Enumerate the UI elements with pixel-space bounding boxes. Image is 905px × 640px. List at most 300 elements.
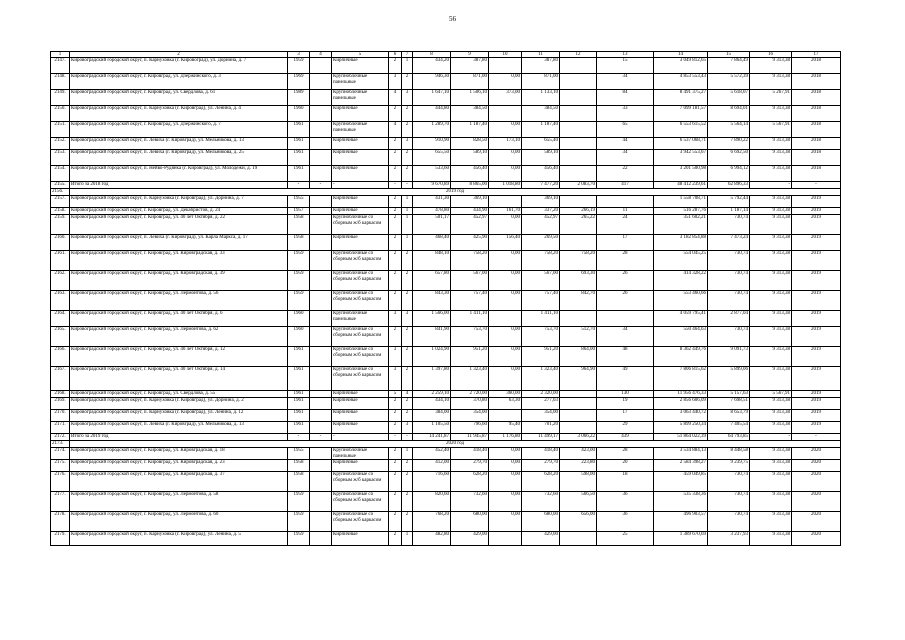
table-cell: 758,20 — [522, 251, 560, 271]
table-cell: 44 — [597, 138, 654, 150]
table-cell — [560, 166, 597, 182]
table-cell — [310, 106, 332, 122]
table-cell: 2019 — [792, 422, 841, 434]
table-cell: Кирпичные — [332, 196, 389, 208]
table-cell: 2 — [389, 196, 402, 208]
table-cell: 3 — [389, 74, 402, 90]
table-cell: 516 287,76 — [654, 208, 708, 215]
table-cell: 11 499,17 — [522, 434, 560, 441]
col-header: 15 — [708, 52, 750, 58]
table-cell: 9 091,73 — [708, 347, 750, 367]
table-cell: 1959 — [288, 291, 310, 311]
table-cell: 2174. — [51, 448, 70, 460]
table-cell — [310, 271, 332, 291]
table-cell: Крупноблочные со сборным ж/б каркасом — [332, 271, 389, 291]
table-cell — [310, 422, 332, 434]
table-cell: 1961 — [288, 138, 310, 150]
table-cell: 9 313,38 — [750, 398, 792, 410]
table-cell: 3 — [402, 311, 413, 327]
table-cell: Кировоградский городской округ, г. Кировград, ул. 40 лет Октября, д. 22 — [70, 215, 288, 235]
table-cell: 2163. — [51, 291, 70, 311]
table-cell: 9 313,38 — [750, 532, 792, 546]
total-row — [51, 434, 841, 441]
table-cell: 370,80 — [451, 398, 489, 410]
table-cell: 8 362 449,76 — [654, 347, 708, 367]
table-cell: 1957 — [288, 208, 310, 215]
table-row — [51, 251, 841, 271]
table-cell: Кировоградский городской округ, г. Кировград, ул. Кировградская, д. 33 — [70, 251, 288, 271]
table-cell: 864,00 — [560, 347, 597, 367]
table-cell: 36 — [597, 492, 654, 512]
table-cell: 51 864 022,39 — [654, 434, 708, 441]
table-cell: 384,50 — [522, 106, 560, 122]
table-cell: 2 320,00 — [522, 391, 560, 398]
table-cell: 62 896,33 — [708, 182, 750, 189]
table-cell — [560, 196, 597, 208]
table-cell: 554 045,25 — [654, 251, 708, 271]
table-cell: 533,60 — [413, 166, 451, 182]
table-cell: 414 328,22 — [654, 271, 708, 291]
table-cell: 2019 — [792, 311, 841, 327]
table-cell: 2 856 606,09 — [654, 398, 708, 410]
table-cell: 730,74 — [708, 327, 750, 347]
table-cell: 0,00 — [489, 347, 522, 367]
table-cell: 173,10 — [489, 138, 522, 150]
table-cell: 9 313,38 — [750, 106, 792, 122]
table-cell: 2149. — [51, 90, 70, 106]
table-cell: Кировоградский городской округ, п. Левиха (г. Кировград), ул. Мельникова, д. 25 — [70, 150, 288, 166]
year-label: 2019 год — [70, 189, 841, 196]
col-header: 1 — [51, 52, 70, 58]
table-cell: 459 049,85 — [654, 472, 708, 492]
table-cell: Кирпичные — [332, 391, 389, 398]
table-cell — [560, 58, 597, 74]
table-cell: 1959 — [288, 532, 310, 546]
table-cell: 1 133,10 — [522, 90, 560, 106]
table-cell: 0,00 — [489, 492, 522, 512]
table-cell: 732,60 — [522, 492, 560, 512]
table-cell — [560, 422, 597, 434]
table-cell: 730,74 — [708, 472, 750, 492]
table-cell: 2 — [402, 251, 413, 271]
table-cell: 64 793,85 — [708, 434, 750, 441]
table-cell — [310, 58, 332, 74]
table-cell: 753,70 — [522, 327, 560, 347]
table-cell: 17 — [597, 410, 654, 422]
table-cell: 354,00 — [522, 410, 560, 422]
table-cell: 3 — [389, 311, 402, 327]
table-cell: 628,20 — [451, 472, 489, 492]
table-cell: 2152. — [51, 138, 70, 150]
table-cell: 6 537 068,71 — [654, 138, 708, 150]
table-cell: 0,00 — [489, 166, 522, 182]
table-cell — [310, 215, 332, 235]
table-cell: 19 — [597, 398, 654, 410]
table-row — [51, 291, 841, 311]
col-header: 3 — [288, 52, 310, 58]
table-cell: 951,20 — [522, 347, 560, 367]
table-cell: 434,20 — [413, 58, 451, 74]
table-cell: Кировоградский городской округ, г. Кировград, ул. 40 лет Октября, д. 12 — [70, 347, 288, 367]
table-cell: - — [288, 182, 310, 189]
table-cell: 1960 — [288, 311, 310, 327]
col-header: 7 — [402, 52, 413, 58]
table-cell: 6 994,12 — [708, 166, 750, 182]
table-cell: 369,10 — [522, 196, 560, 208]
table-row — [51, 58, 841, 74]
table-cell: 431,30 — [413, 196, 451, 208]
table-cell: 1958 — [288, 235, 310, 251]
table-cell: 1 — [402, 215, 413, 235]
year-label: 2020 год — [70, 441, 841, 448]
table-cell: 7 099 181,57 — [654, 106, 708, 122]
table-cell — [560, 150, 597, 166]
table-cell: 2 — [389, 150, 402, 166]
table-cell: 1 187,40 — [451, 122, 489, 138]
table-cell: Крупноблочные панельные — [332, 448, 389, 460]
table-cell: 951,20 — [451, 347, 489, 367]
table-cell: 2 — [402, 492, 413, 512]
table-cell: 1 187,40 — [522, 122, 560, 138]
table-cell: 2 — [402, 460, 413, 472]
table-cell: 1961 — [288, 122, 310, 138]
table-cell: 656,00 — [560, 512, 597, 532]
table-row — [51, 215, 841, 235]
table-cell: 265,22 — [560, 215, 597, 235]
table-cell: 2 — [402, 367, 413, 391]
table-cell: 2 — [402, 347, 413, 367]
table-cell: 1958 — [288, 472, 310, 492]
table-cell: 279,70 — [522, 460, 560, 472]
table-cell: 2166. — [51, 347, 70, 367]
table-cell: 550 464,63 — [654, 327, 708, 347]
table-cell: 9 313,38 — [750, 138, 792, 150]
table-cell: 1 323,40 — [451, 367, 489, 391]
table-cell: 9 313,38 — [750, 271, 792, 291]
table-cell: 5 899,06 — [708, 367, 750, 391]
table-cell: 5 618,07 — [708, 90, 750, 106]
table-cell: 2019 — [792, 347, 841, 367]
table-cell: 22 — [597, 166, 654, 182]
table-cell: 0,00 — [489, 271, 522, 291]
col-header: 16 — [750, 52, 792, 58]
table-cell: 5 267,91 — [750, 90, 792, 106]
table-cell: 2176. — [51, 472, 70, 492]
table-cell: - — [750, 434, 792, 441]
table-row — [51, 271, 841, 291]
table-cell: Кировоградский городской округ, г. Кировград, ул. Кировградская, д. 37 — [70, 472, 288, 492]
table-cell — [310, 150, 332, 166]
table-cell: 26 — [597, 291, 654, 311]
table-cell: 360,00 — [489, 391, 522, 398]
col-header: 4 — [310, 52, 332, 58]
table-cell — [310, 347, 332, 367]
table-cell: 730,74 — [708, 271, 750, 291]
table-cell: 0,00 — [489, 472, 522, 492]
table-cell — [560, 532, 597, 546]
table-cell: 2018 — [792, 138, 841, 150]
table-cell — [310, 251, 332, 271]
table-cell: 820,60 — [413, 492, 451, 512]
table-cell: 1 — [402, 532, 413, 546]
table-cell: 452,97 — [451, 215, 489, 235]
table-cell: 9 313,38 — [750, 166, 792, 182]
table-cell: 2 — [389, 327, 402, 347]
table-cell: 223,80 — [560, 460, 597, 472]
table-cell — [597, 311, 654, 327]
table-cell: Кирпичные — [332, 208, 389, 215]
table-cell: Кирпичные — [332, 150, 389, 166]
table-cell: 478,80 — [413, 208, 451, 215]
table-cell: 1959 — [288, 58, 310, 74]
col-header: 2 — [70, 52, 288, 58]
table-row — [51, 235, 841, 251]
table-cell: 796,60 — [451, 422, 489, 434]
table-cell: Кирпичные — [332, 410, 389, 422]
table-cell: - — [402, 434, 413, 441]
table-cell: 1961 — [288, 367, 310, 391]
table-cell: 1959 — [288, 492, 310, 512]
table-cell: 2164. — [51, 311, 70, 327]
table-cell — [597, 196, 654, 208]
table-cell: 429,00 — [522, 532, 560, 546]
table-cell: 2 584 398,27 — [654, 460, 708, 472]
table-row — [51, 347, 841, 367]
table-cell: 84 — [597, 90, 654, 106]
table-cell: 2171. — [51, 422, 70, 434]
table-cell: 9 313,38 — [750, 492, 792, 512]
table-cell: - — [332, 182, 389, 189]
table-cell: 1958 — [288, 460, 310, 472]
table-cell: 456,40 — [451, 166, 489, 182]
col-header: 11 — [522, 52, 560, 58]
table-row — [51, 532, 841, 546]
table-cell: 589,10 — [451, 150, 489, 166]
table-cell: 33 — [597, 106, 654, 122]
table-cell: 2155. — [51, 182, 70, 189]
table-cell: 3 — [402, 422, 413, 434]
col-header: 9 — [451, 52, 489, 58]
table-cell: Крупноблочные со сборным ж/б каркасом — [332, 512, 389, 532]
table-cell: 5 572,39 — [708, 74, 750, 90]
table-cell: 14 241,87 — [413, 434, 451, 441]
table-cell: 2 — [389, 251, 402, 271]
table-cell: Крупноблочные со сборным ж/б каркасом — [332, 472, 389, 492]
table-cell: 8 491 375,27 — [654, 90, 708, 106]
table-cell: - — [402, 182, 413, 189]
table-cell: 828,50 — [451, 138, 489, 150]
table-cell: 4 — [389, 90, 402, 106]
table-cell: 2019 — [792, 251, 841, 271]
table-cell: 2018 — [792, 122, 841, 138]
table-cell — [310, 90, 332, 106]
table-cell: 628,20 — [522, 472, 560, 492]
col-header: 13 — [597, 52, 654, 58]
table-cell: 9 313,38 — [750, 196, 792, 208]
table-cell: 1 018,80 — [489, 182, 522, 189]
page-number: 56 — [449, 15, 456, 23]
year-header-row — [51, 189, 841, 196]
table-cell: 11 — [597, 208, 654, 215]
table-cell: 2 — [389, 235, 402, 251]
table-cell: 1961 — [288, 150, 310, 166]
table-cell: 9 313,38 — [750, 215, 792, 235]
table-cell: 2 — [389, 291, 402, 311]
table-cell: 1 558 708,71 — [654, 196, 708, 208]
table-cell: 1 323,40 — [522, 367, 560, 391]
table-cell — [310, 122, 332, 138]
table-cell: 2161. — [51, 251, 70, 271]
table-cell: 444,80 — [413, 106, 451, 122]
table-cell: 2178. — [51, 512, 70, 532]
table-cell: 7 405,54 — [708, 422, 750, 434]
table-cell: 3 237,93 — [708, 532, 750, 546]
table-cell — [560, 391, 597, 398]
year-header-row — [51, 441, 841, 448]
table-cell: 9 313,38 — [750, 410, 792, 422]
table-row — [51, 422, 841, 434]
table-cell: 9 313,38 — [750, 251, 792, 271]
table-cell: 2179. — [51, 532, 70, 546]
table-cell: 3 049 812,65 — [654, 58, 708, 74]
table-cell: 757,40 — [451, 291, 489, 311]
table-cell: 1959 — [288, 512, 310, 532]
table-cell: 2 — [389, 58, 402, 74]
table-cell: 2165. — [51, 327, 70, 347]
table-cell: 452,40 — [413, 448, 451, 460]
table-row — [51, 367, 841, 391]
col-header: 14 — [654, 52, 708, 58]
table-cell: Кирпичные — [332, 460, 389, 472]
table-cell — [560, 106, 597, 122]
table-cell: Кировоградский городской округ, г. Кировград, ул. Лермонтова, д. 58 — [70, 492, 288, 512]
table-cell: Кировоградский городской округ, г. Кировград, ул. Декабристов, д. 24 — [70, 208, 288, 215]
table-cell — [310, 196, 332, 208]
table-cell: 11 945,87 — [451, 434, 489, 441]
table-cell: 1955 — [288, 448, 310, 460]
table-row — [51, 311, 841, 327]
housing-repair-table — [50, 51, 841, 546]
table-cell: 3 063 440,72 — [654, 410, 708, 422]
table-cell: 768,20 — [413, 512, 451, 532]
table-cell — [310, 512, 332, 532]
table-cell: Кирпичные — [332, 398, 389, 410]
table-cell — [310, 367, 332, 391]
table-cell — [560, 398, 597, 410]
table-cell: 5 564,14 — [708, 122, 750, 138]
table-cell: Кировоградский городской округ, г. Кировград, ул. Кировградская, д. 39 — [70, 271, 288, 291]
table-cell: Кирпичные — [332, 138, 389, 150]
table-cell: Кировоградский городской округ, г. Кировград, ул. Свердлова, д. 61 — [70, 90, 288, 106]
table-cell: Кировоградский городской округ, г. Кировград, ул. Дзержинского, д. 3 — [70, 74, 288, 90]
table-cell: 2 720,00 — [451, 391, 489, 398]
table-cell: 871,00 — [522, 74, 560, 90]
table-cell: 2 — [402, 150, 413, 166]
table-cell: 3 066,22 — [560, 434, 597, 441]
table-cell: - — [332, 434, 389, 441]
table-cell: 1 — [402, 196, 413, 208]
table-cell: 2160. — [51, 235, 70, 251]
table-cell: 3 942 553,67 — [654, 150, 708, 166]
table-cell: Крупноблочные со сборным ж/б каркасом — [332, 347, 389, 367]
table-cell: 841,90 — [413, 327, 451, 347]
table-cell: 423,00 — [560, 448, 597, 460]
table-cell: 2018 — [792, 166, 841, 182]
table-cell: 1955 — [288, 196, 310, 208]
table-cell: 439 — [597, 434, 654, 441]
table-cell: 2 — [402, 122, 413, 138]
table-cell: 2 — [402, 106, 413, 122]
table-cell: 2 259,10 — [413, 391, 451, 398]
table-cell: 2 — [402, 166, 413, 182]
table-cell — [560, 74, 597, 90]
table-cell — [560, 122, 597, 138]
table-cell — [310, 166, 332, 182]
table-cell: 130 — [597, 391, 654, 398]
table-cell: 2019 — [792, 208, 841, 215]
table-cell — [310, 410, 332, 422]
table-cell: 1 176,80 — [489, 434, 522, 441]
table-cell: 3 — [402, 90, 413, 106]
table-cell: 9 313,38 — [750, 311, 792, 327]
table-cell: 3 201 500,98 — [654, 166, 708, 182]
table-cell: 156,40 — [489, 235, 522, 251]
table-cell: 2018 — [792, 74, 841, 90]
table-cell: Кировоградский городской округ, г. Кировград, ул. Кировградская, д. 23 — [70, 460, 288, 472]
table-cell: 2172. — [51, 434, 70, 441]
table-cell: 2153. — [51, 150, 70, 166]
table-row — [51, 512, 841, 532]
table-cell: 0,00 — [489, 512, 522, 532]
table-cell: 1 — [402, 58, 413, 74]
table-cell: 8 865,00 — [451, 182, 489, 189]
table-cell: 9 313,38 — [750, 208, 792, 215]
table-cell: 7 890,22 — [708, 138, 750, 150]
table-cell: 2019 — [792, 215, 841, 235]
table-row — [51, 138, 841, 150]
table-cell: 2018 — [792, 90, 841, 106]
table-cell — [560, 90, 597, 106]
table-cell: Кировоградский городской округ, п. Карнуховка (г. Кировград), ул. Ленина, д. 12 — [70, 410, 288, 422]
table-cell: 2019 — [792, 367, 841, 391]
table-cell: 161,70 — [489, 208, 522, 215]
table-cell: 910,90 — [413, 138, 451, 150]
table-cell: 871,00 — [451, 74, 489, 90]
table-cell: 418,40 — [451, 448, 489, 460]
table-cell — [310, 391, 332, 398]
table-cell: 387,80 — [451, 58, 489, 74]
table-cell: 589,10 — [522, 150, 560, 166]
table-cell: 1 411,10 — [522, 311, 560, 327]
table-cell: 277,03 — [522, 398, 560, 410]
table-cell: Крупноблочные панельные — [332, 90, 389, 106]
table-cell: - — [792, 182, 841, 189]
table-cell: 2 — [402, 512, 413, 532]
table-cell — [310, 398, 332, 410]
table-cell: 2 877,04 — [708, 311, 750, 327]
table-cell: 9 670,89 — [413, 182, 451, 189]
table-cell: Кирпичные — [332, 422, 389, 434]
table-cell: - — [750, 182, 792, 189]
table-cell: 501,17 — [413, 215, 451, 235]
table-cell — [489, 532, 522, 546]
table-cell: 732,60 — [451, 492, 489, 512]
table-cell: 2167. — [51, 367, 70, 391]
table-cell: 0,00 — [489, 448, 522, 460]
table-cell: Крупноблочные со сборным ж/б каркасом — [332, 291, 389, 311]
table-cell: 0,00 — [489, 122, 522, 138]
table-row — [51, 166, 841, 182]
